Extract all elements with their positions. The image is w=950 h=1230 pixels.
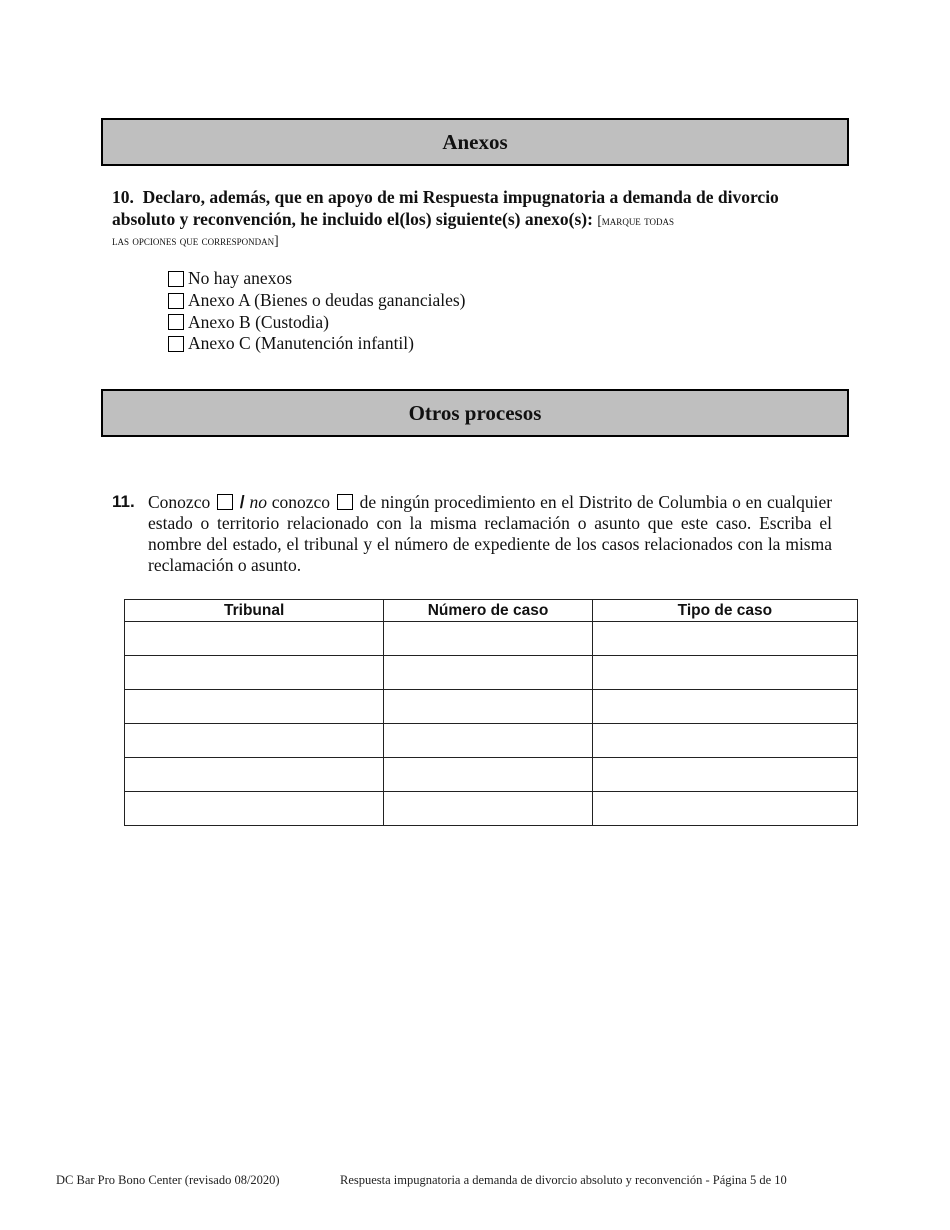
checkbox[interactable] [168, 314, 184, 330]
table-row [125, 724, 858, 758]
option-label: Anexo B (Custodia) [188, 311, 329, 332]
column-header-numero-de-caso: Número de caso [384, 600, 592, 622]
table-row [125, 622, 858, 656]
table-header-row [125, 600, 858, 622]
table-cell[interactable] [384, 690, 592, 724]
table-cell[interactable] [125, 622, 384, 656]
word-conozco-2: conozco [271, 492, 331, 512]
question-text [148, 492, 832, 576]
table-cell[interactable] [592, 724, 857, 758]
checkbox[interactable] [168, 271, 184, 287]
option-label: No hay anexos [188, 268, 293, 289]
footer-left: DC Bar Pro Bono Center (revisado 08/2020) [56, 1173, 280, 1187]
question-10 [112, 186, 812, 250]
section-title: Anexos [442, 129, 508, 154]
table-cell[interactable] [592, 690, 857, 724]
annex-option [168, 333, 466, 355]
table-cell[interactable] [592, 656, 857, 690]
question-number: 11. [112, 492, 135, 511]
question-number: 10. [112, 187, 134, 207]
footer-right: Respuesta impugnatoria a demanda de divorcio absoluto y reconvención - Página 5 de 10 [340, 1173, 787, 1187]
table-cell[interactable] [384, 724, 592, 758]
annex-option [168, 290, 466, 312]
instruction-note: [marque todas [597, 213, 675, 228]
instruction-note-cont: las opciones que correspondan] [112, 233, 279, 248]
question-11 [112, 492, 832, 576]
option-label: Anexo A (Bienes o deudas gananciales) [188, 290, 466, 311]
table-cell[interactable] [592, 622, 857, 656]
question-text-rest: de ningún procedimiento en el Distrito de Columbia o en cualquier estado o territorio relacionado con la misma reclamación o asunto que este caso. Escriba el nombre del estado, el tribunal y el número de expediente de los casos relacionados con la misma reclamación o asunto. [148, 492, 833, 575]
section-header-otros-procesos [101, 389, 849, 437]
table-cell[interactable] [384, 656, 592, 690]
no-conozco-checkbox[interactable] [337, 494, 353, 510]
table-cell[interactable] [592, 792, 857, 826]
table-cell[interactable] [125, 792, 384, 826]
question-text: Declaro, además, que en apoyo de mi Respuesta impugnatoria a demanda de divorcio absoluto y reconvención, he incluido el(los) siguiente(s) anexo(s): [112, 187, 779, 229]
table-row [125, 792, 858, 826]
table-cell[interactable] [125, 656, 384, 690]
section-header-anexos [101, 118, 849, 166]
section-title: Otros procesos [408, 400, 542, 425]
table-row [125, 656, 858, 690]
column-header-tribunal: Tribunal [125, 600, 384, 622]
table-cell[interactable] [384, 622, 592, 656]
slash-separator: / [239, 492, 245, 512]
word-conozco: Conozco [148, 492, 211, 512]
table-cell[interactable] [125, 690, 384, 724]
conozco-checkbox[interactable] [217, 494, 233, 510]
table-row [125, 758, 858, 792]
checkbox[interactable] [168, 336, 184, 352]
table-cell[interactable] [125, 724, 384, 758]
table-cell[interactable] [384, 758, 592, 792]
column-header-tipo-de-caso: Tipo de caso [592, 600, 857, 622]
annex-option [168, 311, 466, 333]
annex-options [168, 268, 466, 355]
table-cell[interactable] [592, 758, 857, 792]
word-no: no [249, 492, 267, 512]
option-label: Anexo C (Manutención infantil) [188, 333, 414, 354]
related-cases-table [124, 599, 858, 826]
table-cell[interactable] [125, 758, 384, 792]
checkbox[interactable] [168, 293, 184, 309]
table-row [125, 690, 858, 724]
annex-option [168, 268, 466, 290]
table-cell[interactable] [384, 792, 592, 826]
